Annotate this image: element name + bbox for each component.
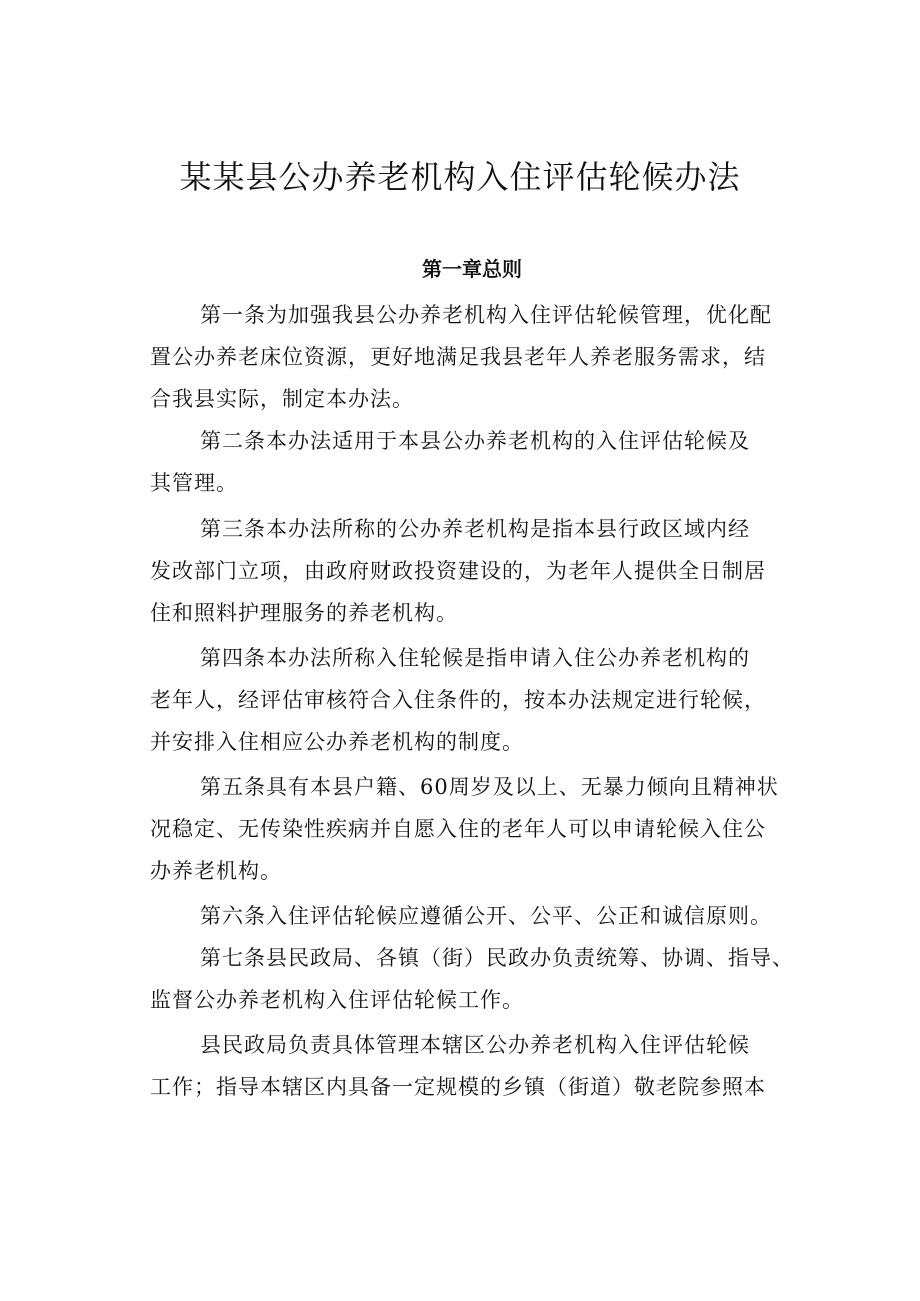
text-line: 其管理。 — [150, 471, 238, 495]
article-2-paragraph — [150, 420, 810, 504]
article-1-paragraph — [150, 294, 810, 420]
text-line: 发改部门立项，由政府财政投资建设的，为老年人提供全日制居 — [150, 559, 766, 583]
text-line: 第五条具有本县户籍、60周岁及以上、无暴力倾向且精神状 — [200, 775, 779, 799]
article-6-paragraph — [150, 895, 810, 937]
text-line: 工作；指导本辖区内具备一定规模的乡镇（街道）敬老院参照本 — [150, 1075, 766, 1099]
article-3-paragraph — [150, 508, 810, 634]
text-line: 监督公办养老机构入住评估轮候工作。 — [150, 988, 524, 1012]
article-7-paragraph — [150, 937, 810, 1021]
text-line: 第六条入住评估轮候应遵循公开、公平、公正和诚信原则。 — [200, 904, 772, 928]
article-4-paragraph — [150, 637, 810, 763]
text-line: 置公办养老床位资源，更好地满足我县老年人养老服务需求，结 — [150, 345, 766, 369]
article-7-continuation-paragraph — [150, 1024, 810, 1108]
text-line: 并安排入住相应公办养老机构的制度。 — [150, 730, 524, 754]
article-5-paragraph — [150, 766, 810, 892]
text-line: 况稳定、无传染性疾病并自愿入住的老年人可以申请轮候入住公 — [150, 817, 766, 841]
text-line: 第一条为加强我县公办养老机构入住评估轮候管理，优化配 — [200, 303, 772, 327]
text-line: 住和照料护理服务的养老机构。 — [150, 601, 458, 625]
text-line: 办养老机构。 — [150, 859, 282, 883]
document-title: 某某县公办养老机构入住评估轮候办法 — [179, 158, 741, 196]
chapter-heading: 第一章总则 — [422, 257, 522, 281]
text-line: 老年人，经评估审核符合入住条件的，按本办法规定进行轮候， — [150, 688, 766, 712]
text-line: 合我县实际，制定本办法。 — [150, 387, 414, 411]
text-line: 第七条县民政局、各镇（街）民政办负责统筹、协调、指导、 — [200, 946, 794, 970]
text-line: 第四条本办法所称入住轮候是指申请入住公办养老机构的 — [200, 646, 750, 670]
text-line: 第三条本办法所称的公办养老机构是指本县行政区域内经 — [200, 517, 750, 541]
text-line: 第二条本办法适用于本县公办养老机构的入住评估轮候及 — [200, 429, 750, 453]
text-line: 县民政局负责具体管理本辖区公办养老机构入住评估轮候 — [200, 1033, 750, 1057]
